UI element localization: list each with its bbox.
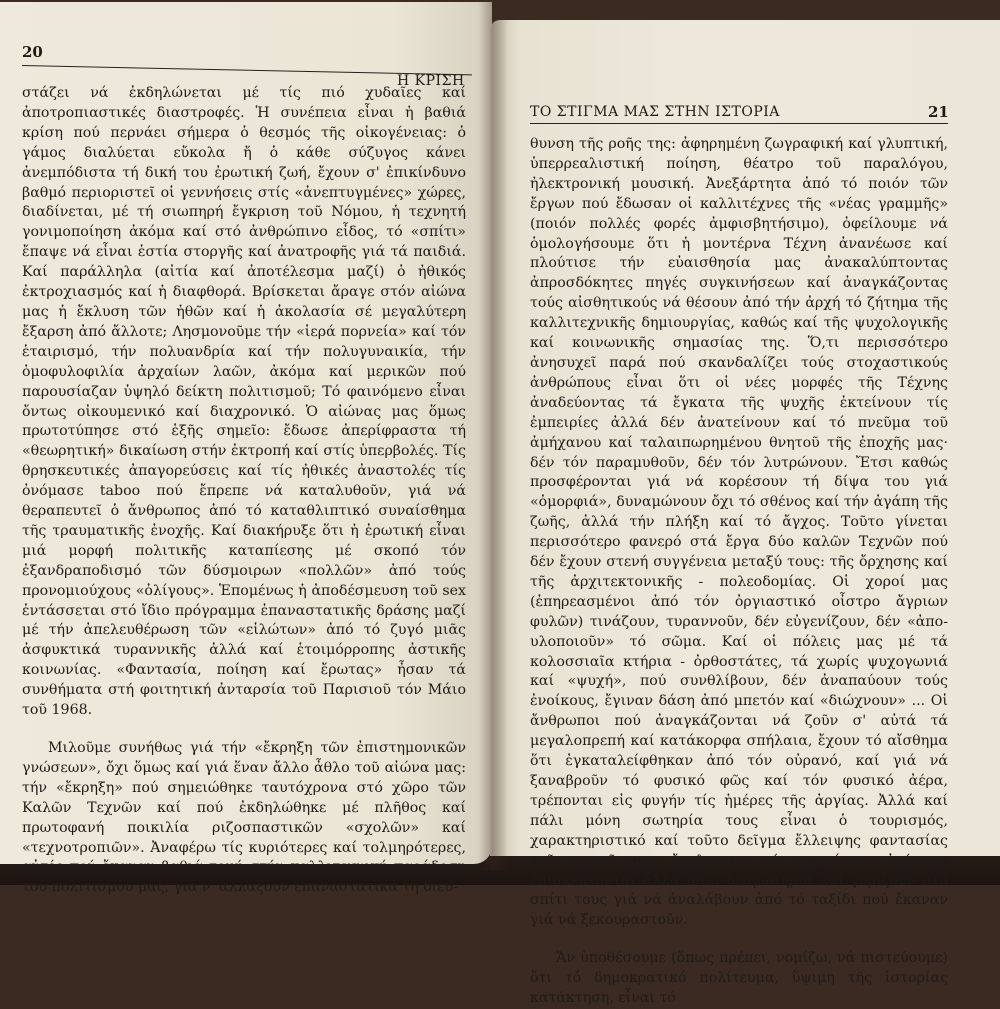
page-number: 21 bbox=[928, 103, 949, 121]
body-text bbox=[530, 135, 948, 1009]
paragraph: στάζει νά ἐκδηλώνεται μέ τίς πιό χυδαῖες καί ἀποτροπιαστικές διαστροφές. Ἡ συνέπεια εἶναι ἡ βαθιά κρίση πού περνάει σήμερα ὁ θεσμός τῆς οἰκογένειας: ὁ γάμος διαλύεται εὔκολα ἤ ὁ κάθε σύζυγος κάνει ἀνεμπόδιστα τή δική του ἐρωτική ζωή, ἔχουν σ' ἐπικίνδυνο βαθμό περιοριστεῖ οἱ γεννήσεις στίς «ἀνεπτυγμένες» χώρες, διαδίνεται, μέ τή σιωπηρή ἔγκριση τοῦ Νόμου, ἡ τεχνητή γονιμοποίηση ἀκόμα καί στό ἀνθρώπινο εἶδος, τό «σπίτι» ἔπαψε νά εἶναι ἑστία στοργῆς καί ἀνατροφῆς γιά τά παιδιά. Καί παράλληλα (αἰτία καί ἀποτέλεσμα μαζί) ὁ ἠθικός ἐκτροχιασμός καί ἡ διαφθορά. Βρίσκεται ἄραγε στόν αἰώνα μας ἡ ἔκλυση τῶν ἠθῶν καί ἡ ἀκολασία σέ μεγαλύτερη ἔξαρση ἀπό ἄλλοτε; Λησμονοῦμε τήν «ἱερά πορνεία» καί τόν ἑταιρισμό, τήν πολυανδρία καί τήν πολυγυναικία, τήν ὁμοφυλοφιλία ἀρχαίων λαῶν, ἀκόμα καί μερικῶν πού παρουσίαζαν ὑψηλό δείκτη πολιτισμοῦ; Τό φαινόμενο εἶναι ὄντως οἰκουμενικό καί διαχρονικό. Ὁ αἰώνας μας ὅμως πρωτοτύπησε στό ἑξῆς σημεῖο: ἔδωσε ἀπερίφραστα τή «θεωρητική» δικαίωση στήν ἐκτροπή καί στίς ὑπερβολές. Τίς θρησκευτικές ἀπαγορεύσεις καί τίς ἠθικές ἀναστολές τίς ὀνόμασε taboo πού ἔπρεπε νά καταλυθοῦν, γιά νά θεραπευτεῖ ὁ ἄνθρωπος ἀπό τό καταθλιπτικό συναίσθημα τῆς τραυματικῆς ἐνοχῆς. Καί διακήρυξε ὅτι ἡ ἐρωτική εἶναι μιά μορφή πολιτικῆς καταπίεσης μέ σκοπό τόν ἐξανδραποδισμό τῶν δύσμοιρων «πολλῶν» ἀπό τούς προνομιούχους «ὀλίγους». Ἑπομένως ἡ ἀποδέσμευση τοῦ sex ἐντάσσεται στό ἴδιο πρόγραμμα ἐπαναστατικῆς δράσης μαζί μέ τήν ἀπελευθέρωση τῶν «εἱλώτων» ἀπό τό ζυγό μιᾶς ἀσφυκτικά τυραννικῆς ἀλλά καί ἑτοιμόρροπης ἀστικῆς κοινωνίας. «Φαντασία, ποίηση καί ἔρωτας» ἦσαν τά συνθήματα στή φοιτητική ἀνταρσία τοῦ Παρισιοῦ τόν Μάιο τοῦ 1968. bbox=[22, 85, 466, 719]
header-rule bbox=[530, 123, 948, 124]
right-page bbox=[490, 20, 1000, 1007]
running-head: Η ΚΡΙΣΗ bbox=[397, 73, 465, 89]
paragraph: θυνση τῆς ροῆς της: ἀφηρημένη ζωγραφική καί γλυπτική, ὑπερρεαλιστική ποίηση, θέατρο τοῦ παραλόγου, ἠλεκτρονική μουσική. Ἀνεξάρτητα ἀπό τό ποιόν τῶν ἔργων πού ἔδωσαν οἱ καλλιτέχνες τῆς «νέας γραμμῆς» (ποιόν πολλές φορές ἀμφισβητήσιμο), ὀφείλουμε νά ὁμολογήσουμε ὅτι ἡ μοντέρνα Τέχνη ἀνανέωσε καί πλούτισε τήν εὐαισθησία μας ἀνακαλύπτοντας ἀπροσδόκητες πηγές συγκινήσεων καί ἀναγκάζοντας τούς αἰσθητικούς νά θέσουν ἀπό τήν ἀρχή τό ζήτημα τῆς καλλιτεχνικῆς δημιουργίας, καθώς καί τῆς ψυχολογικῆς καί κοινωνικῆς σημασίας της. Ὅ,τι περισσότερο ἀνησυχεῖ παρά πού σκανδαλίζει τούς στοχαστικούς ἀνθρώπους εἶναι ὅτι οἱ νέες μορφές τῆς Τέχνης ἀναδεύοντας τά ἔγκατα τῆς ψυχῆς ἐκτείνουν τίς ἐμπειρίες ἀλλά δέν ἀνατείνουν καί τό πνεῦμα τοῦ ἀμήχανου καί ταλαιπωρημένου θνητοῦ τῆς ἐποχῆς μας· δέν τόν παραμυθοῦν, δέν τόν λυτρώνουν. Ἔτσι καθώς προσφέρονται γιά νά κορέσουν τή δίψα του γιά «ὀμορφιά», δυναμώνουν ὄχι τό σθένος καί τήν ἀγάπη τῆς ζωῆς, ἀλλά τήν πλήξη καί τό ἄγχος. Τοῦτο γίνεται περισσότερο φανερό στά ἔργα δύο καλῶν Τεχνῶν πού δέν ἔχουν στενή συγγένεια μεταξύ τους: τῆς ὄρχησης καί τῆς ἀρχιτεκτονικῆς - πολεοδομίας. Οἱ χοροί μας (ἐπηρεασμένοι ἀπό τόν ὀργιαστικό οἶστρο ἄγριων φυλῶν) τινάζουν, τυραννοῦν, δέν εὐγενίζουν, δέν «ἀπο-υλοποιοῦν» τό σῶμα. Καί οἱ πόλεις μας μέ τά κολοσσιαῖα κτήρια - ὀρθοστάτες, τά χωρίς ψυχογωνιά καί «ψυχή», πού συνθλίβουν, δέν ἀναπαύουν τούς ἐνοίκους, ἔγιναν δάση ἀπό μπετόν καί «διώχνουν» ... Οἱ ἄνθρωποι πού ἀναγκάζονται νά ζοῦν σ' αὐτά τά μεγαλοπρεπή καί κατάκορφα σπήλαια, ἔχουν τό αἴσθημα ὅτι ἐγκαταλείφθηκαν ἀπό τόν οὐρανό, καί γιά νά ξαναβροῦν τό φυσικό φῶς καί τόν φυσικό ἀέρα, τρέπονται εἰς φυγήν τίς ἡμέρες τῆς ἀργίας. Ἀλλά καί πάλι μόνη σωτηρία τους εἶναι ὁ τουρισμός, χαρακτηριστικό καί τοῦτο δεῖγμα ἔλλειψης φαντασίας τοῦ καιροῦ μας: ἔγκλειστοι σέ ταχυκίνητα ὀχήματα ἐπισκέπτονται ἄλλα πάλι δεσμωτήρια καί γυρίζουν στό σπίτι τους γιά νά ἀναλάβουν ἀπό τό ταξίδι πού ἔκαναν γιά νά ξεκουραστοῦν. bbox=[530, 136, 948, 929]
running-head: ΤΟ ΣΤΙΓΜΑ ΜΑΣ ΣΤΗΝ ΙΣΤΟΡΙΑ bbox=[530, 104, 780, 120]
page-number: 20 bbox=[22, 43, 43, 61]
left-page bbox=[0, 2, 492, 896]
paragraph: Μιλοῦμε συνήθως γιά τήν «ἔκρηξη τῶν ἐπιστημονικῶν γνώσεων», ὄχι ὅμως καί γιά ἕναν ἄλλο ἆθλο τοῦ αἰώνα μας: τήν «ἔκρηξη» πού σημειώθηκε ταυτόχρονα στό χῶρο τῶν Καλῶν Τεχνῶν καί πού ἐκδηλώθηκε μέ πλῆθος καί πρωτοφανή ποικιλία ριζοσπαστικῶν «σχολῶν» καί «τεχνοτροπιῶν». Ἀναφέρω τίς κυριότερες καί τολμηρότερες, αὐτές πού ἔκαναν βαθιά τομή στήν καλλιτεχνική παράδοση τοῦ πολιτισμοῦ μας, γιά ν' ἀλλάξουν ἐπαναστατικά τή διεύ- bbox=[22, 740, 466, 896]
paragraph: Ἄν ὑποθέσουμε (ὅπως πρέπει, νομίζω, νά πιστεύουμε) ὅτι τό δημοκρατικό πολίτευμα, ὕψιμη τῆς ἱστορίας κατάκτηση, εἶναι τό bbox=[530, 950, 948, 1007]
body-text bbox=[22, 84, 466, 898]
